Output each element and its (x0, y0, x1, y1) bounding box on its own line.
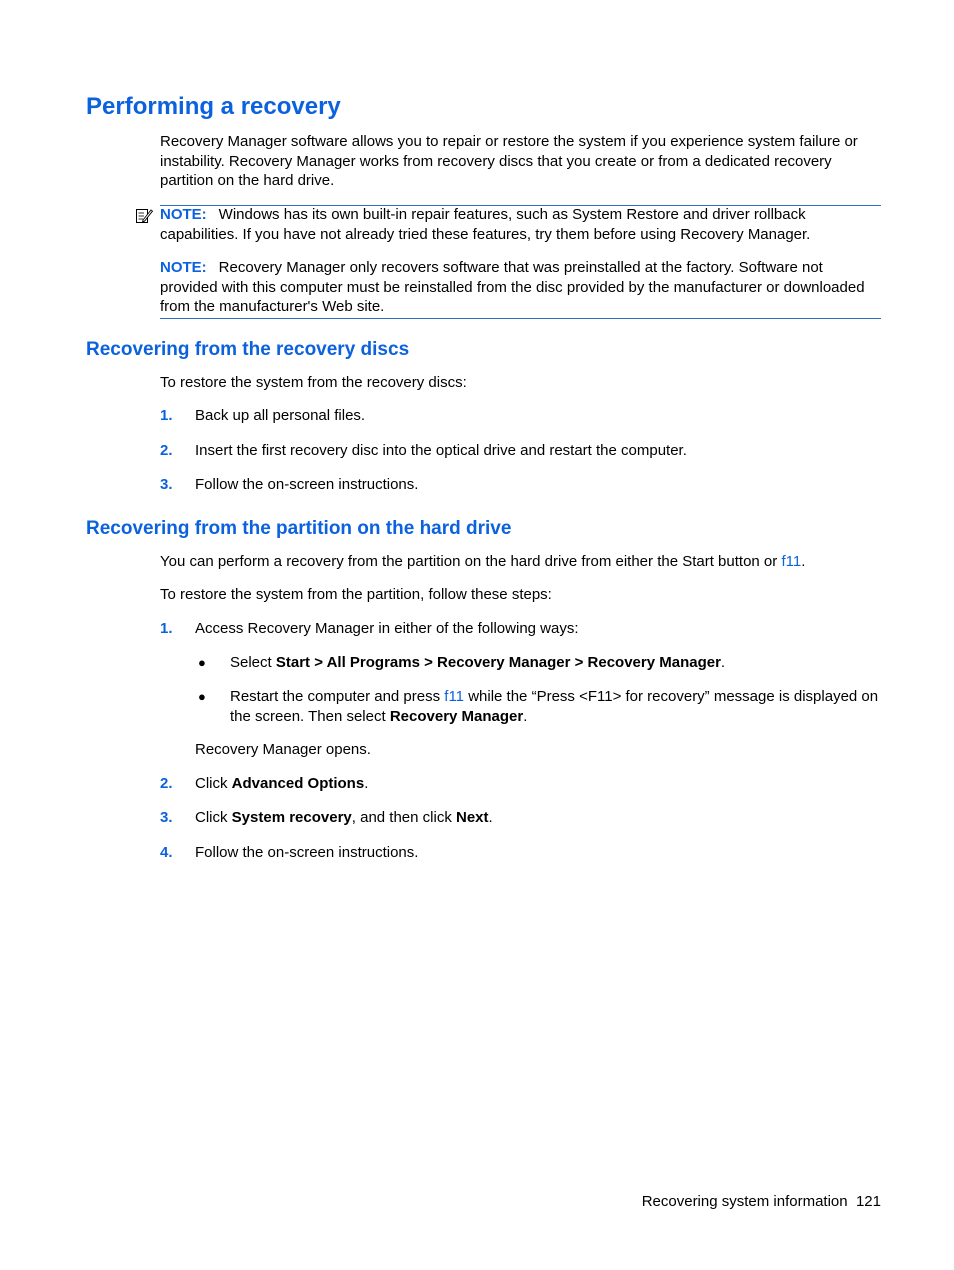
step-number: 1. (160, 620, 173, 637)
step-text: Back up all personal files. (195, 407, 366, 424)
page-footer (642, 1192, 881, 1212)
page-title: Performing a recovery (86, 93, 341, 120)
note-text: Windows has its own built-in repair features, such as System Restore and driver rollback capabilities. If you have not already tried these features, try them before using Recovery Manager. (160, 206, 811, 243)
bullet-item (230, 687, 882, 726)
bullet-text-end: . (720, 654, 726, 671)
note-text: Recovery Manager only recovers software that was preinstalled at the factory. Software not provided with this computer must be reinstalled from the disc provided by the manufacturer or downloaded from the manufacturer's Web site. (160, 259, 865, 315)
step-number: 1. (160, 407, 173, 424)
step-text (195, 774, 881, 794)
advanced-options-label: Advanced Options (231, 775, 365, 792)
bullet-item (230, 653, 882, 673)
step-text: Follow the on-screen instructions. (195, 844, 419, 861)
next-label: Next (456, 809, 489, 826)
system-recovery-label: System recovery (231, 809, 352, 826)
step-number: 3. (160, 809, 173, 826)
section-heading-partition: Recovering from the partition on the hard drive (86, 518, 512, 539)
section-intro: To restore the system from the recovery discs: (160, 374, 467, 391)
footer-section-name: Recovering system information (641, 1193, 848, 1210)
menu-path: Start > All Programs > Recovery Manager > Recovery Manager (275, 654, 721, 671)
bullet-icon: ● (198, 655, 206, 670)
section-intro (160, 552, 882, 572)
note-label: NOTE: (160, 206, 207, 223)
bullet-text: Select (230, 654, 276, 671)
step-number: 3. (160, 476, 173, 493)
bullet-text-end: . (523, 707, 528, 725)
bullet-text: Restart the computer and press (230, 688, 445, 705)
step-text-pre: Click (195, 809, 232, 826)
step-number: 4. (160, 844, 173, 861)
note-1 (160, 205, 882, 244)
step-text-end: . (364, 775, 369, 792)
bullet-text-mid: while the “Press <F11> for recovery” message is displayed on the screen. Then select (230, 688, 879, 725)
step-text: Insert the first recovery disc into the optical drive and restart the computer. (195, 442, 687, 459)
step-text: Follow the on-screen instructions. (195, 476, 419, 493)
note-pencil-icon (135, 207, 153, 225)
page-number: 121 (855, 1193, 881, 1210)
f11-key-link[interactable]: f11 (444, 688, 465, 705)
note-2 (160, 258, 882, 317)
section-intro-2: To restore the system from the partition, follow these steps: (160, 586, 552, 603)
step-text: Access Recovery Manager in either of the following ways: (195, 620, 579, 637)
intro-paragraph: Recovery Manager software allows you to repair or restore the system if you experience system failure or instability. Recovery Manager works from recovery discs that you create or from a dedicated recovery partition on the hard drive. (160, 133, 858, 189)
bullet-icon: ● (198, 689, 206, 704)
step-number: 2. (160, 442, 173, 459)
step-number: 2. (160, 775, 173, 792)
step-text-mid: , and then click (351, 809, 456, 826)
recovery-manager-label: Recovery Manager (389, 707, 524, 725)
intro-text-end: . (801, 553, 806, 570)
section-heading-discs: Recovering from the recovery discs (86, 339, 410, 360)
step-text-end: . (488, 809, 493, 826)
recovery-manager-opens: Recovery Manager opens. (195, 741, 371, 758)
step-text (195, 808, 881, 828)
step-text-pre: Click (195, 775, 232, 792)
intro-text: You can perform a recovery from the partition on the hard drive from either the Start button or (160, 553, 782, 570)
f11-key-link[interactable]: f11 (781, 553, 802, 570)
note-label: NOTE: (160, 259, 207, 276)
